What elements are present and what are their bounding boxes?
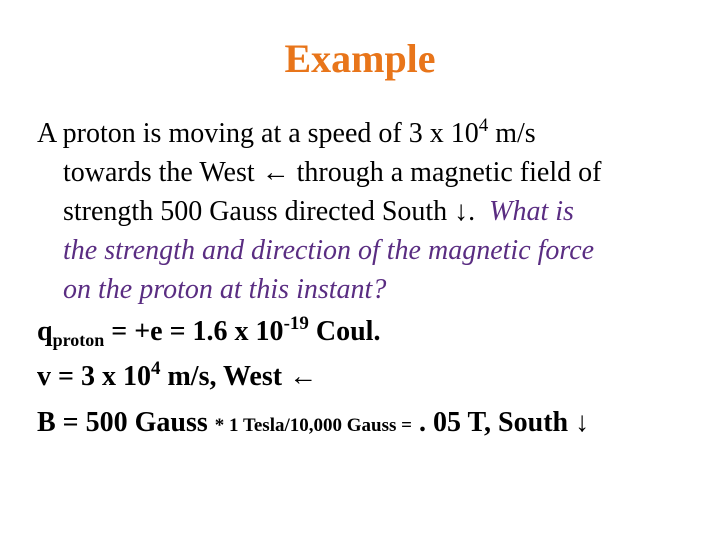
given-velocity: v = 3 x $10^4$ m/s, West ← xyxy=(37,358,318,392)
question-line-5: on the proton at this instant? xyxy=(63,274,387,305)
unit-conversion: * 1 Tesla/10,000 Gauss = xyxy=(214,415,412,436)
question-text: What is xyxy=(489,196,574,227)
question-line-4: the strength and direction of the magnetic force xyxy=(63,235,595,266)
slide-title: Example xyxy=(284,36,436,81)
problem-line-3: strength 500 Gauss directed South ↓. What is xyxy=(63,196,574,227)
given-charge: $q_{proton} = +e = 1.6$ x $10^{-19}$ Coul. xyxy=(37,313,381,350)
given-field: B = 500 Gauss * 1 Tesla/10,000 Gauss = . 05 T, South ↓ xyxy=(37,407,590,438)
problem-line-1: A proton is moving at a speed of 3 x $10^4$ m/s xyxy=(37,115,536,149)
problem-statement xyxy=(37,114,697,309)
problem-line-2: towards the West ← through a magnetic field of xyxy=(63,157,602,188)
